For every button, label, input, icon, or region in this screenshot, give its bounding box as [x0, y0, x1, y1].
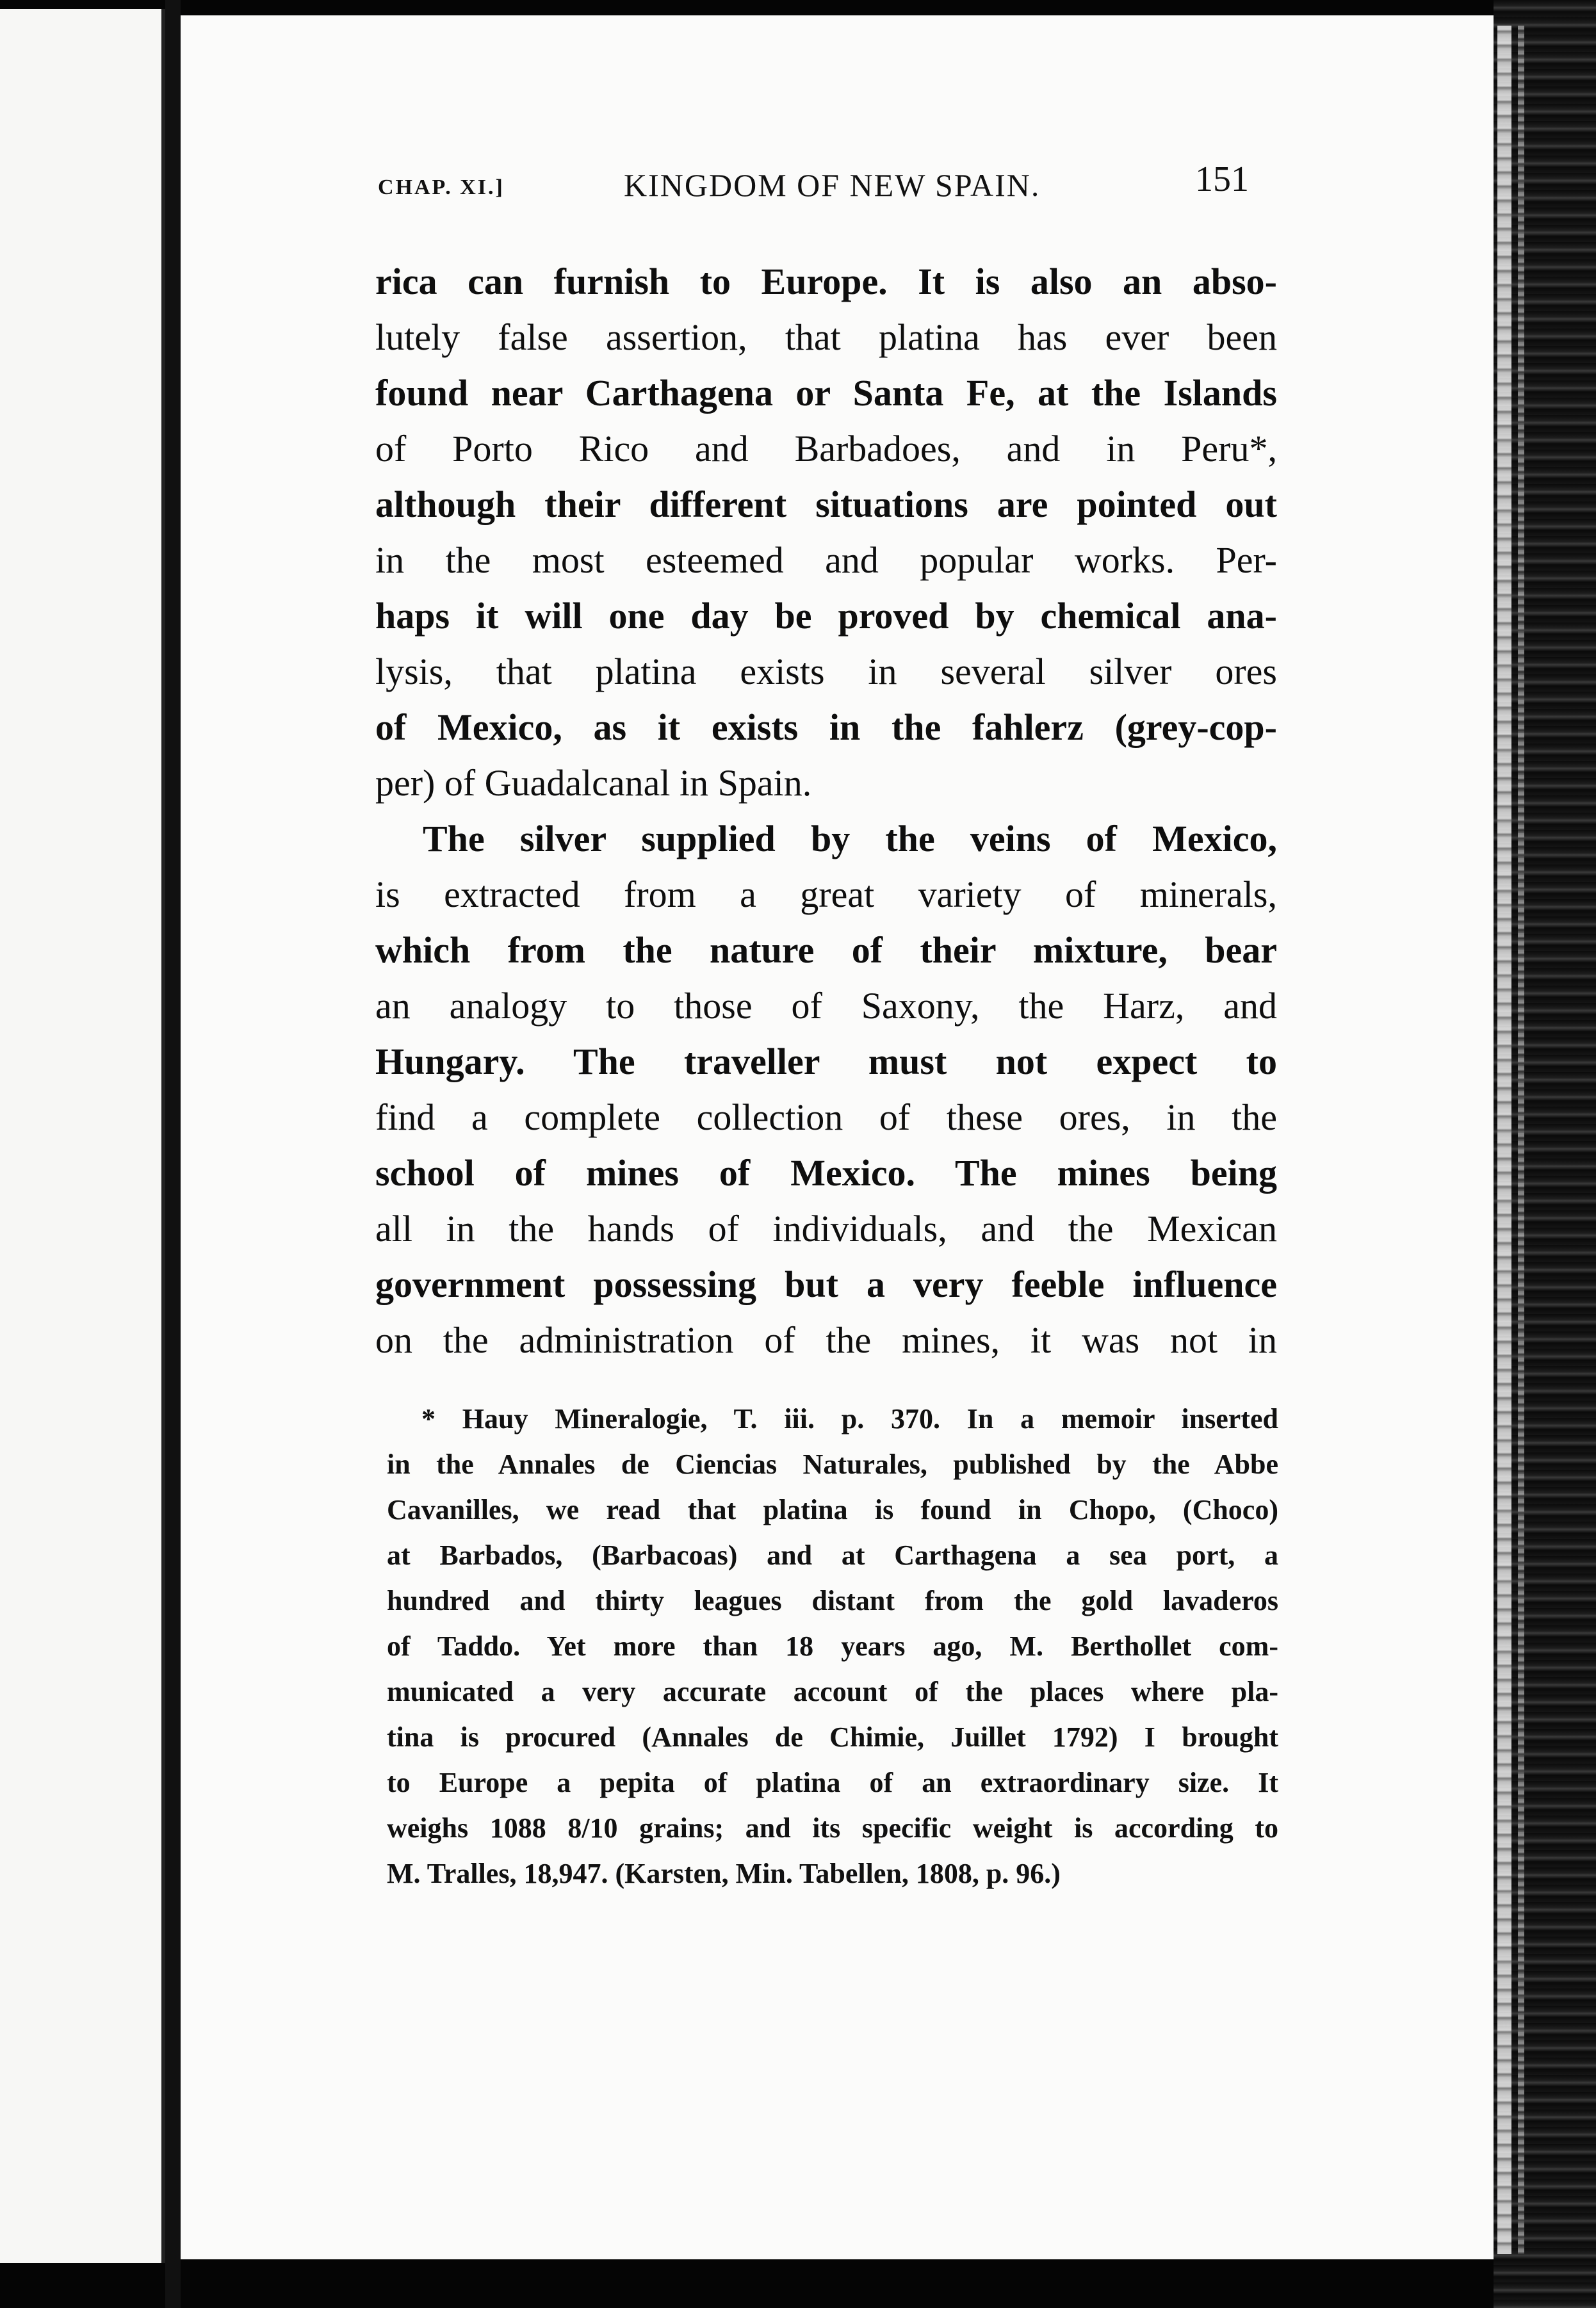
footnote-line: M. Tralles, 18,947. (Karsten, Min. Tabellen, 1808, p. 96.) — [387, 1858, 1061, 1889]
text-line: government possessing but a very feeble influence — [375, 1264, 1277, 1305]
text-line: find a complete collection of these ores, in the — [375, 1096, 1277, 1138]
main-text-block — [375, 254, 1277, 1368]
text-line: school of mines of Mexico. The mines being — [375, 1152, 1277, 1194]
text-line: in the most esteemed and popular works. Per- — [375, 539, 1277, 581]
footnote-line: of Taddo. Yet more than 18 years ago, M. Berthollet com- — [387, 1630, 1278, 1662]
text-line: which from the nature of their mixture, bear — [375, 929, 1277, 971]
text-line: of Mexico, as it exists in the fahlerz (grey-cop- — [375, 706, 1277, 748]
text-line: an analogy to those of Saxony, the Harz, and — [375, 985, 1277, 1027]
text-line: lutely false assertion, that platina has ever been — [375, 316, 1277, 358]
chapter-label: CHAP. XI.] — [378, 175, 505, 199]
page-edge-strip — [1497, 26, 1511, 2254]
text-line: Hungary. The traveller must not expect to — [375, 1041, 1277, 1082]
page-edge-strip-inner — [1518, 26, 1524, 2254]
page-number: 151 — [1195, 159, 1249, 199]
running-title: KINGDOM OF NEW SPAIN. — [624, 167, 1041, 203]
footnote-line: hundred and thirty leagues distant from the gold lavaderos — [387, 1585, 1278, 1616]
footnote-line: * Hauy Mineralogie, T. iii. p. 370. In a memoir inserted — [421, 1403, 1278, 1434]
footnote-line: at Barbados, (Barbacoas) and at Carthagena a sea port, a — [387, 1540, 1278, 1571]
text-line: although their different situations are pointed out — [375, 484, 1277, 525]
footnote-line: weighs 1088 8/10 grains; and its specific weight is according to — [387, 1812, 1278, 1844]
text-line: The silver supplied by the veins of Mexico, — [423, 818, 1277, 859]
facing-page-edge — [0, 9, 165, 2263]
text-line: rica can furnish to Europe. It is also an abso- — [375, 261, 1277, 302]
text-line: found near Carthagena or Santa Fe, at the Islands — [375, 372, 1277, 414]
text-line: on the administration of the mines, it was not in — [375, 1319, 1277, 1361]
text-line: lysis, that platina exists in several silver ores — [375, 651, 1277, 692]
footnote-block — [387, 1396, 1278, 1896]
book-gutter — [165, 0, 181, 2308]
footnote-line: municated a very accurate account of the places where pla- — [387, 1676, 1278, 1707]
footnote-line: tina is procured (Annales de Chimie, Juillet 1792) I brought — [387, 1721, 1278, 1753]
text-line: of Porto Rico and Barbadoes, and in Peru*, — [375, 428, 1277, 469]
text-line: all in the hands of individuals, and the Mexican — [375, 1208, 1277, 1249]
text-line: is extracted from a great variety of minerals, — [375, 874, 1277, 915]
footnote-line: in the Annales de Ciencias Naturales, published by the Abbe — [387, 1449, 1278, 1480]
text-line: haps it will one day be proved by chemical ana- — [375, 595, 1277, 637]
running-header — [378, 159, 1255, 210]
footnote-line: Cavanilles, we read that platina is found in Chopo, (Choco) — [387, 1494, 1278, 1525]
footnote-line: to Europe a pepita of platina of an extraordinary size. It — [387, 1767, 1278, 1798]
text-line: per) of Guadalcanal in Spain. — [375, 762, 812, 804]
